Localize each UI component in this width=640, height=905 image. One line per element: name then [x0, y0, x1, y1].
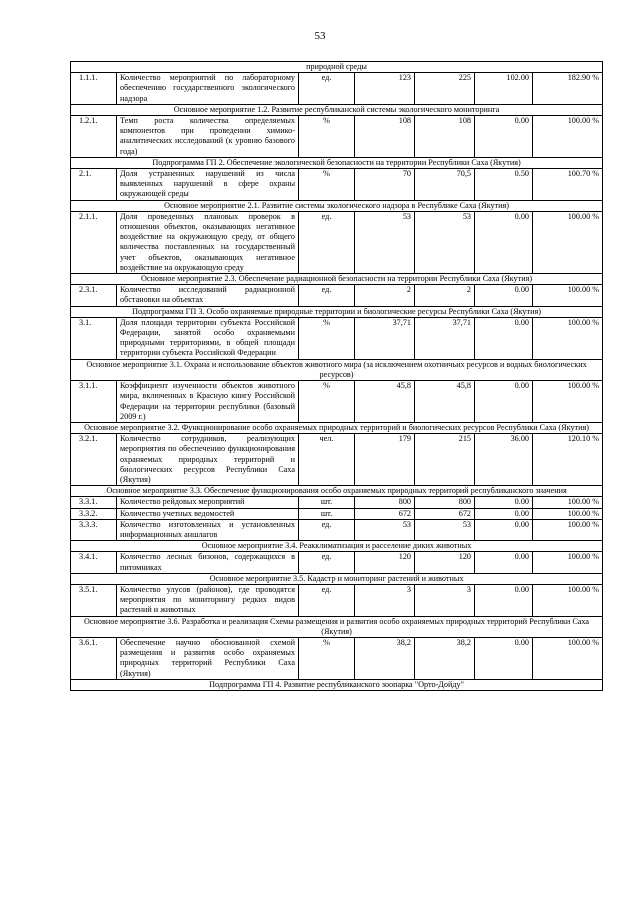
table-row — [71, 116, 603, 158]
row-number: 3.3.1. — [71, 497, 117, 508]
section-header-text: Основное мероприятие 3.4. Реакклиматизация и расселение диких животных — [71, 541, 603, 552]
completion-percent: 100.00 % — [533, 497, 603, 508]
actual-value: 800 — [415, 497, 475, 508]
row-number: 3.3.3. — [71, 519, 117, 540]
indicator-name: Количество сотрудников, реализующих мероприятия по обеспечению функционирования охраняемых природных территорий и биологических ресурсов Республики Саха (Якутия) — [117, 434, 299, 486]
indicator-name: Количество рейдовых мероприятий — [117, 497, 299, 508]
planned-value: 53 — [355, 519, 415, 540]
section-header-row — [71, 62, 603, 73]
section-header-row — [71, 359, 603, 380]
section-header-text: Основное мероприятие 1.2. Развитие республиканской системы экологического мониторинга — [71, 104, 603, 115]
table-row — [71, 497, 603, 508]
unit-cell: ед. — [299, 285, 355, 306]
indicator-name: Доля проведенных плановых проверок в отношении объектов, оказывающих негативное воздействие на окружающую среду, от общего количества поставленных на государственный учет объектов, оказывающих негативное воздействие на окружающую среду — [117, 211, 299, 273]
unit-cell: ед. — [299, 552, 355, 573]
planned-value: 2 — [355, 285, 415, 306]
row-number: 3.1. — [71, 317, 117, 359]
row-number: 2.3.1. — [71, 285, 117, 306]
completion-percent: 100.00 % — [533, 211, 603, 273]
actual-value: 70,5 — [415, 169, 475, 201]
unit-cell: % — [299, 116, 355, 158]
deviation-value: 0.00 — [475, 381, 533, 423]
deviation-value: 0.00 — [475, 116, 533, 158]
section-header-row — [71, 616, 603, 637]
planned-value: 672 — [355, 508, 415, 519]
deviation-value: 0.00 — [475, 584, 533, 616]
actual-value: 38,2 — [415, 637, 475, 679]
table-row — [71, 381, 603, 423]
row-number: 2.1.1. — [71, 211, 117, 273]
unit-cell: чел. — [299, 434, 355, 486]
section-header-text: Основное мероприятие 3.6. Разработка и реализация Схемы размещения и развития особо охраняемых природных территорий Республики Саха (Якутия) — [71, 616, 603, 637]
section-header-row — [71, 274, 603, 285]
table-row — [71, 73, 603, 105]
indicator-name: Количество учетных ведомостей — [117, 508, 299, 519]
completion-percent: 100.00 % — [533, 552, 603, 573]
section-header-text: природной среды — [71, 62, 603, 73]
section-header-row — [71, 157, 603, 168]
unit-cell: ед. — [299, 211, 355, 273]
completion-percent: 100.00 % — [533, 317, 603, 359]
section-header-text: Подпрограмма ГП 3. Особо охраняемые природные территории и биологические ресурсы Республики Саха (Якутия) — [71, 306, 603, 317]
unit-cell: шт. — [299, 497, 355, 508]
indicator-name: Количество изготовленных и установленных информационных аншлагов — [117, 519, 299, 540]
table-row — [71, 169, 603, 201]
completion-percent: 100.00 % — [533, 584, 603, 616]
planned-value: 800 — [355, 497, 415, 508]
section-header-text: Подпрограмма ГП 2. Обеспечение экологической безопасности на территории Республики Саха (Якутия) — [71, 157, 603, 168]
planned-value: 53 — [355, 211, 415, 273]
indicator-name: Количество мероприятий по лабораторному обеспечению государственного экологического надзора — [117, 73, 299, 105]
completion-percent: 100.70 % — [533, 169, 603, 201]
indicators-table — [70, 61, 603, 691]
table-row — [71, 317, 603, 359]
indicator-name: Коэффициент изученности объектов животного мира, включенных в Красную книгу Российской Федерации на территории республики (базовый 2009 г.) — [117, 381, 299, 423]
actual-value: 3 — [415, 584, 475, 616]
actual-value: 2 — [415, 285, 475, 306]
completion-percent: 120.10 % — [533, 434, 603, 486]
planned-value: 123 — [355, 73, 415, 105]
completion-percent: 100.00 % — [533, 285, 603, 306]
unit-cell: % — [299, 637, 355, 679]
unit-cell: ед. — [299, 584, 355, 616]
table-row — [71, 637, 603, 679]
indicator-name: Количество исследований радиационной обстановки на объектах — [117, 285, 299, 306]
section-header-row — [71, 541, 603, 552]
completion-percent: 100.00 % — [533, 637, 603, 679]
section-header-row — [71, 306, 603, 317]
completion-percent: 100.00 % — [533, 381, 603, 423]
indicator-name: Количество лесных бизонов, содержащихся в питомниках — [117, 552, 299, 573]
planned-value: 70 — [355, 169, 415, 201]
unit-cell: % — [299, 317, 355, 359]
completion-percent: 182.90 % — [533, 73, 603, 105]
section-header-row — [71, 486, 603, 497]
page-number: 53 — [314, 30, 326, 42]
row-number: 3.6.1. — [71, 637, 117, 679]
deviation-value: 0.00 — [475, 552, 533, 573]
actual-value: 53 — [415, 211, 475, 273]
table-row — [71, 434, 603, 486]
deviation-value: 0.00 — [475, 637, 533, 679]
row-number: 3.4.1. — [71, 552, 117, 573]
actual-value: 45,8 — [415, 381, 475, 423]
planned-value: 120 — [355, 552, 415, 573]
section-header-row — [71, 573, 603, 584]
planned-value: 38,2 — [355, 637, 415, 679]
section-header-text: Подпрограмма ГП 4. Развитие республиканского зоопарка "Орто-Дойду" — [71, 679, 603, 690]
row-number: 2.1. — [71, 169, 117, 201]
table-row — [71, 584, 603, 616]
deviation-value: 0.00 — [475, 211, 533, 273]
completion-percent: 100.00 % — [533, 519, 603, 540]
planned-value: 37,71 — [355, 317, 415, 359]
row-number: 3.5.1. — [71, 584, 117, 616]
section-header-text: Основное мероприятие 2.1. Развитие системы экологического надзора в Республике Саха (Якутия) — [71, 200, 603, 211]
row-number: 3.3.2. — [71, 508, 117, 519]
completion-percent: 100.00 % — [533, 116, 603, 158]
table-row — [71, 211, 603, 273]
actual-value: 108 — [415, 116, 475, 158]
actual-value: 53 — [415, 519, 475, 540]
actual-value: 672 — [415, 508, 475, 519]
actual-value: 120 — [415, 552, 475, 573]
deviation-value: 0.00 — [475, 317, 533, 359]
deviation-value: 0.50 — [475, 169, 533, 201]
completion-percent: 100.00 % — [533, 508, 603, 519]
section-header-row — [71, 200, 603, 211]
table-row — [71, 552, 603, 573]
unit-cell: % — [299, 381, 355, 423]
unit-cell: шт. — [299, 508, 355, 519]
planned-value: 179 — [355, 434, 415, 486]
planned-value: 3 — [355, 584, 415, 616]
table-row — [71, 519, 603, 540]
indicator-name: Обеспечение научно обоснованной схемой размещения и развития особо охраняемых природных территорий Республики Саха (Якутия) — [117, 637, 299, 679]
row-number: 3.1.1. — [71, 381, 117, 423]
section-header-text: Основное мероприятие 3.2. Функционирование особо охраняемых природных территорий и биологических ресурсов Республики Саха (Якутия) — [71, 422, 603, 433]
section-header-text: Основное мероприятие 2.3. Обеспечение радиационной безопасности на территории Республики Саха (Якутия) — [71, 274, 603, 285]
row-number: 1.1.1. — [71, 73, 117, 105]
row-number: 1.2.1. — [71, 116, 117, 158]
unit-cell: % — [299, 169, 355, 201]
row-number: 3.2.1. — [71, 434, 117, 486]
deviation-value: 0.00 — [475, 285, 533, 306]
deviation-value: 0.00 — [475, 519, 533, 540]
indicator-name: Доля площади территории субъекта Российской Федерации, занятой особо охраняемыми природными территориями, в общей площади территории субъекта Российской Федерации — [117, 317, 299, 359]
actual-value: 215 — [415, 434, 475, 486]
section-header-text: Основное мероприятие 3.1. Охрана и использование объектов животного мира (за исключением охотничьих ресурсов и водных биологических ресурсов) — [71, 359, 603, 380]
planned-value: 45,8 — [355, 381, 415, 423]
deviation-value: 0.00 — [475, 508, 533, 519]
deviation-value: 36.00 — [475, 434, 533, 486]
section-header-text: Основное мероприятие 3.5. Кадастр и мониторинг растений и животных — [71, 573, 603, 584]
deviation-value: 102.00 — [475, 73, 533, 105]
deviation-value: 0.00 — [475, 497, 533, 508]
table-row — [71, 285, 603, 306]
actual-value: 37,71 — [415, 317, 475, 359]
indicator-name: Доля устраненных нарушений из числа выявленных нарушений в сфере охраны окружающей среды — [117, 169, 299, 201]
actual-value: 225 — [415, 73, 475, 105]
planned-value: 108 — [355, 116, 415, 158]
indicator-name: Количество улусов (районов), где проводятся мероприятия по мониторингу редких видов растений и животных — [117, 584, 299, 616]
unit-cell: ед. — [299, 73, 355, 105]
indicator-name: Темп роста количества определяемых компонентов при проведении химико-аналитических исследований (к уровню базового года) — [117, 116, 299, 158]
section-header-row — [71, 422, 603, 433]
section-header-row — [71, 679, 603, 690]
table-row — [71, 508, 603, 519]
unit-cell: ед. — [299, 519, 355, 540]
section-header-row — [71, 104, 603, 115]
section-header-text: Основное мероприятие 3.3. Обеспечение функционирования особо охраняемых природных территорий республиканского значения — [71, 486, 603, 497]
